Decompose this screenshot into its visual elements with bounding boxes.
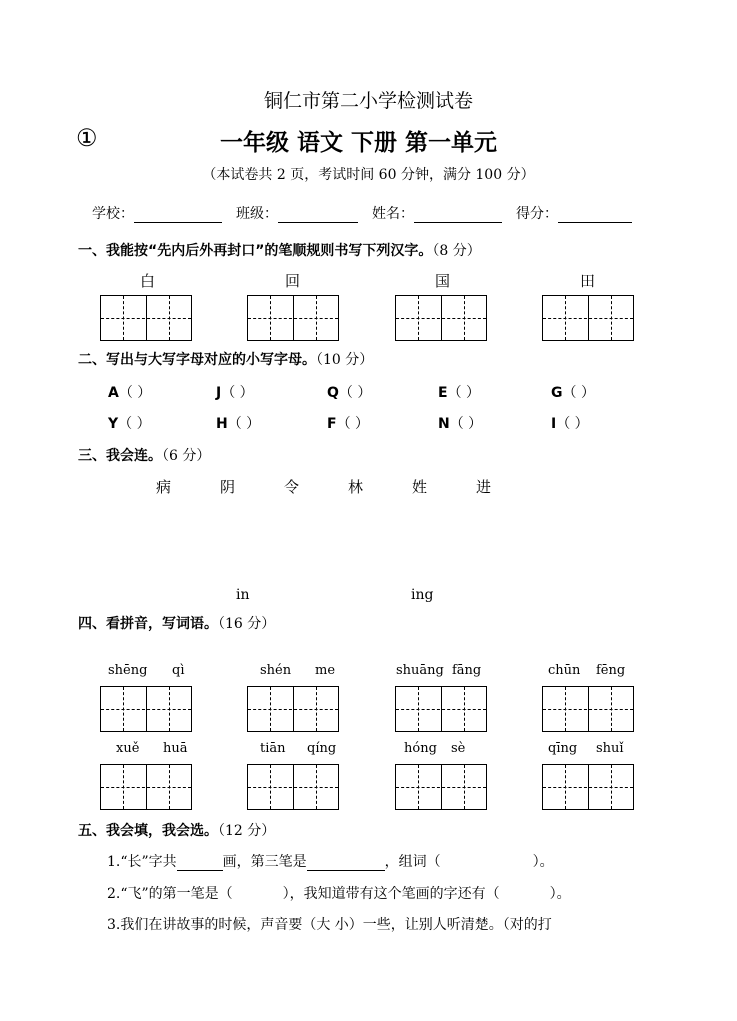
- pinyin: fēng: [596, 663, 626, 678]
- pinyin: sè: [451, 741, 466, 756]
- pinyin: shén: [260, 663, 292, 678]
- uppercase-letter: H: [216, 416, 228, 432]
- letter-item: [216, 413, 260, 433]
- pinyin: fāng: [452, 663, 482, 678]
- q1-text-d: ）。: [532, 854, 554, 870]
- section-4-heading: 四、看拼音，写词语。: [78, 616, 218, 632]
- question-3: 3.我们在讲故事的时候，声音要（大 小）一些，让别人听清楚。（对的打: [107, 917, 552, 933]
- exam-title: 一年级 语文 下册 第一单元: [220, 130, 498, 156]
- pinyin: hóng: [404, 741, 437, 756]
- pinyin: me: [315, 663, 336, 678]
- uppercase-letter: Q: [327, 385, 339, 401]
- answer-paren[interactable]: （ ）: [118, 385, 152, 401]
- score-label: 得分：: [516, 206, 558, 222]
- q1-text-a: 1.“长”字共: [107, 854, 177, 870]
- writing-grid[interactable]: [100, 686, 192, 732]
- q1-stroke-count-blank[interactable]: [177, 856, 223, 871]
- uppercase-letter: Y: [108, 416, 119, 432]
- letter-item: [327, 413, 369, 433]
- char-label: 田: [580, 272, 596, 290]
- q1-text-c: ，组词（: [384, 854, 441, 870]
- pinyin: qíng: [307, 741, 337, 756]
- uppercase-letter: E: [438, 385, 448, 401]
- question-1: [107, 851, 554, 871]
- school-name: 铜仁市第二小学检测试卷: [263, 90, 473, 112]
- writing-grid[interactable]: [247, 295, 339, 341]
- pinyin: shuāng: [396, 663, 444, 678]
- writing-grid[interactable]: [247, 764, 339, 810]
- writing-grid[interactable]: [247, 686, 339, 732]
- pinyin: qīng: [548, 741, 578, 756]
- writing-grid[interactable]: [395, 764, 487, 810]
- writing-grid[interactable]: [542, 764, 634, 810]
- q2-text-b: ），我知道带有这个笔画的字还有（: [282, 886, 500, 902]
- score-field: [516, 203, 632, 223]
- section-5-heading: 五、我会填，我会选。: [78, 823, 218, 839]
- circle-number: ①: [76, 124, 98, 152]
- rhyme-group[interactable]: ing: [411, 587, 434, 603]
- answer-paren[interactable]: （ ）: [221, 385, 254, 401]
- class-blank[interactable]: [278, 208, 358, 223]
- letter-item: [108, 413, 151, 433]
- connect-char[interactable]: 病: [156, 478, 172, 496]
- name-field: [372, 203, 502, 223]
- section-4-points: （16 分）: [218, 616, 276, 632]
- writing-grid[interactable]: [100, 295, 192, 341]
- writing-grid[interactable]: [395, 686, 487, 732]
- connect-char[interactable]: 令: [284, 478, 300, 496]
- section-1-heading: 一、我能按“先内后外再封口”的笔顺规则书写下列汉字。: [78, 243, 433, 259]
- section-2-heading: 二、写出与大写字母对应的小写字母。: [78, 352, 316, 368]
- connect-char[interactable]: 阴: [220, 478, 236, 496]
- section-5-title: [78, 820, 275, 840]
- answer-paren[interactable]: （ ）: [338, 385, 372, 401]
- answer-paren[interactable]: （ ）: [336, 416, 370, 432]
- section-3-points: （6 分）: [162, 448, 211, 464]
- section-4-title: [78, 613, 275, 633]
- uppercase-letter: F: [327, 416, 337, 432]
- writing-grid[interactable]: [542, 295, 634, 341]
- rhyme-group[interactable]: in: [236, 587, 250, 603]
- letter-item: [108, 382, 151, 402]
- exam-note: （本试卷共 2 页，考试时间 60 分钟，满分 100 分）: [202, 167, 535, 183]
- char-label: 回: [285, 272, 301, 290]
- q2-text-a: 2.“飞”的第一笔是（: [107, 886, 233, 902]
- section-1-points: （8 分）: [432, 243, 481, 259]
- uppercase-letter: I: [551, 416, 557, 432]
- pinyin: shēng: [108, 663, 148, 678]
- pinyin: chūn: [548, 663, 581, 678]
- section-3-title: [78, 445, 210, 465]
- class-label: 班级：: [236, 206, 278, 222]
- q2-text-c: ）。: [549, 886, 571, 902]
- letter-item: [216, 382, 254, 402]
- answer-paren[interactable]: （ ）: [118, 416, 151, 432]
- section-5-points: （12 分）: [218, 823, 276, 839]
- char-label: 国: [435, 272, 451, 290]
- uppercase-letter: A: [108, 385, 119, 401]
- section-2-title: [78, 349, 373, 369]
- class-field: [236, 203, 358, 223]
- q1-text-b: 画，第三笔是: [222, 854, 307, 870]
- section-3-heading: 三、我会连。: [78, 448, 162, 464]
- school-field: [92, 203, 222, 223]
- uppercase-letter: G: [551, 385, 563, 401]
- pinyin: huā: [163, 741, 188, 756]
- q1-third-stroke-blank[interactable]: [307, 856, 385, 871]
- answer-paren[interactable]: （ ）: [556, 416, 589, 432]
- question-2: [107, 883, 571, 903]
- connect-char[interactable]: 姓: [412, 478, 428, 496]
- connect-char[interactable]: 进: [476, 478, 492, 496]
- letter-item: [551, 382, 595, 402]
- letter-item: [551, 413, 589, 433]
- school-blank[interactable]: [134, 208, 222, 223]
- letter-item: [438, 382, 480, 402]
- letter-item: [438, 413, 482, 433]
- uppercase-letter: J: [216, 385, 222, 401]
- section-2-points: （10 分）: [316, 352, 374, 368]
- answer-paren[interactable]: （ ）: [447, 385, 481, 401]
- score-blank[interactable]: [558, 208, 632, 223]
- answer-paren[interactable]: （ ）: [227, 416, 261, 432]
- writing-grid[interactable]: [395, 295, 487, 341]
- pinyin: tiān: [260, 741, 286, 756]
- letter-item: [327, 382, 371, 402]
- name-label: 姓名：: [372, 206, 414, 222]
- uppercase-letter: N: [438, 416, 450, 432]
- char-label: 白: [140, 272, 156, 290]
- answer-paren[interactable]: （ ）: [562, 385, 595, 401]
- pinyin: qì: [172, 663, 185, 678]
- school-label: 学校：: [92, 206, 134, 222]
- pinyin: xuě: [116, 741, 140, 756]
- writing-grid[interactable]: [100, 764, 192, 810]
- connect-char[interactable]: 林: [348, 478, 364, 496]
- name-blank[interactable]: [414, 208, 502, 223]
- pinyin: shuǐ: [596, 741, 624, 756]
- section-1-title: [78, 240, 481, 260]
- writing-grid[interactable]: [542, 686, 634, 732]
- answer-paren[interactable]: （ ）: [449, 416, 483, 432]
